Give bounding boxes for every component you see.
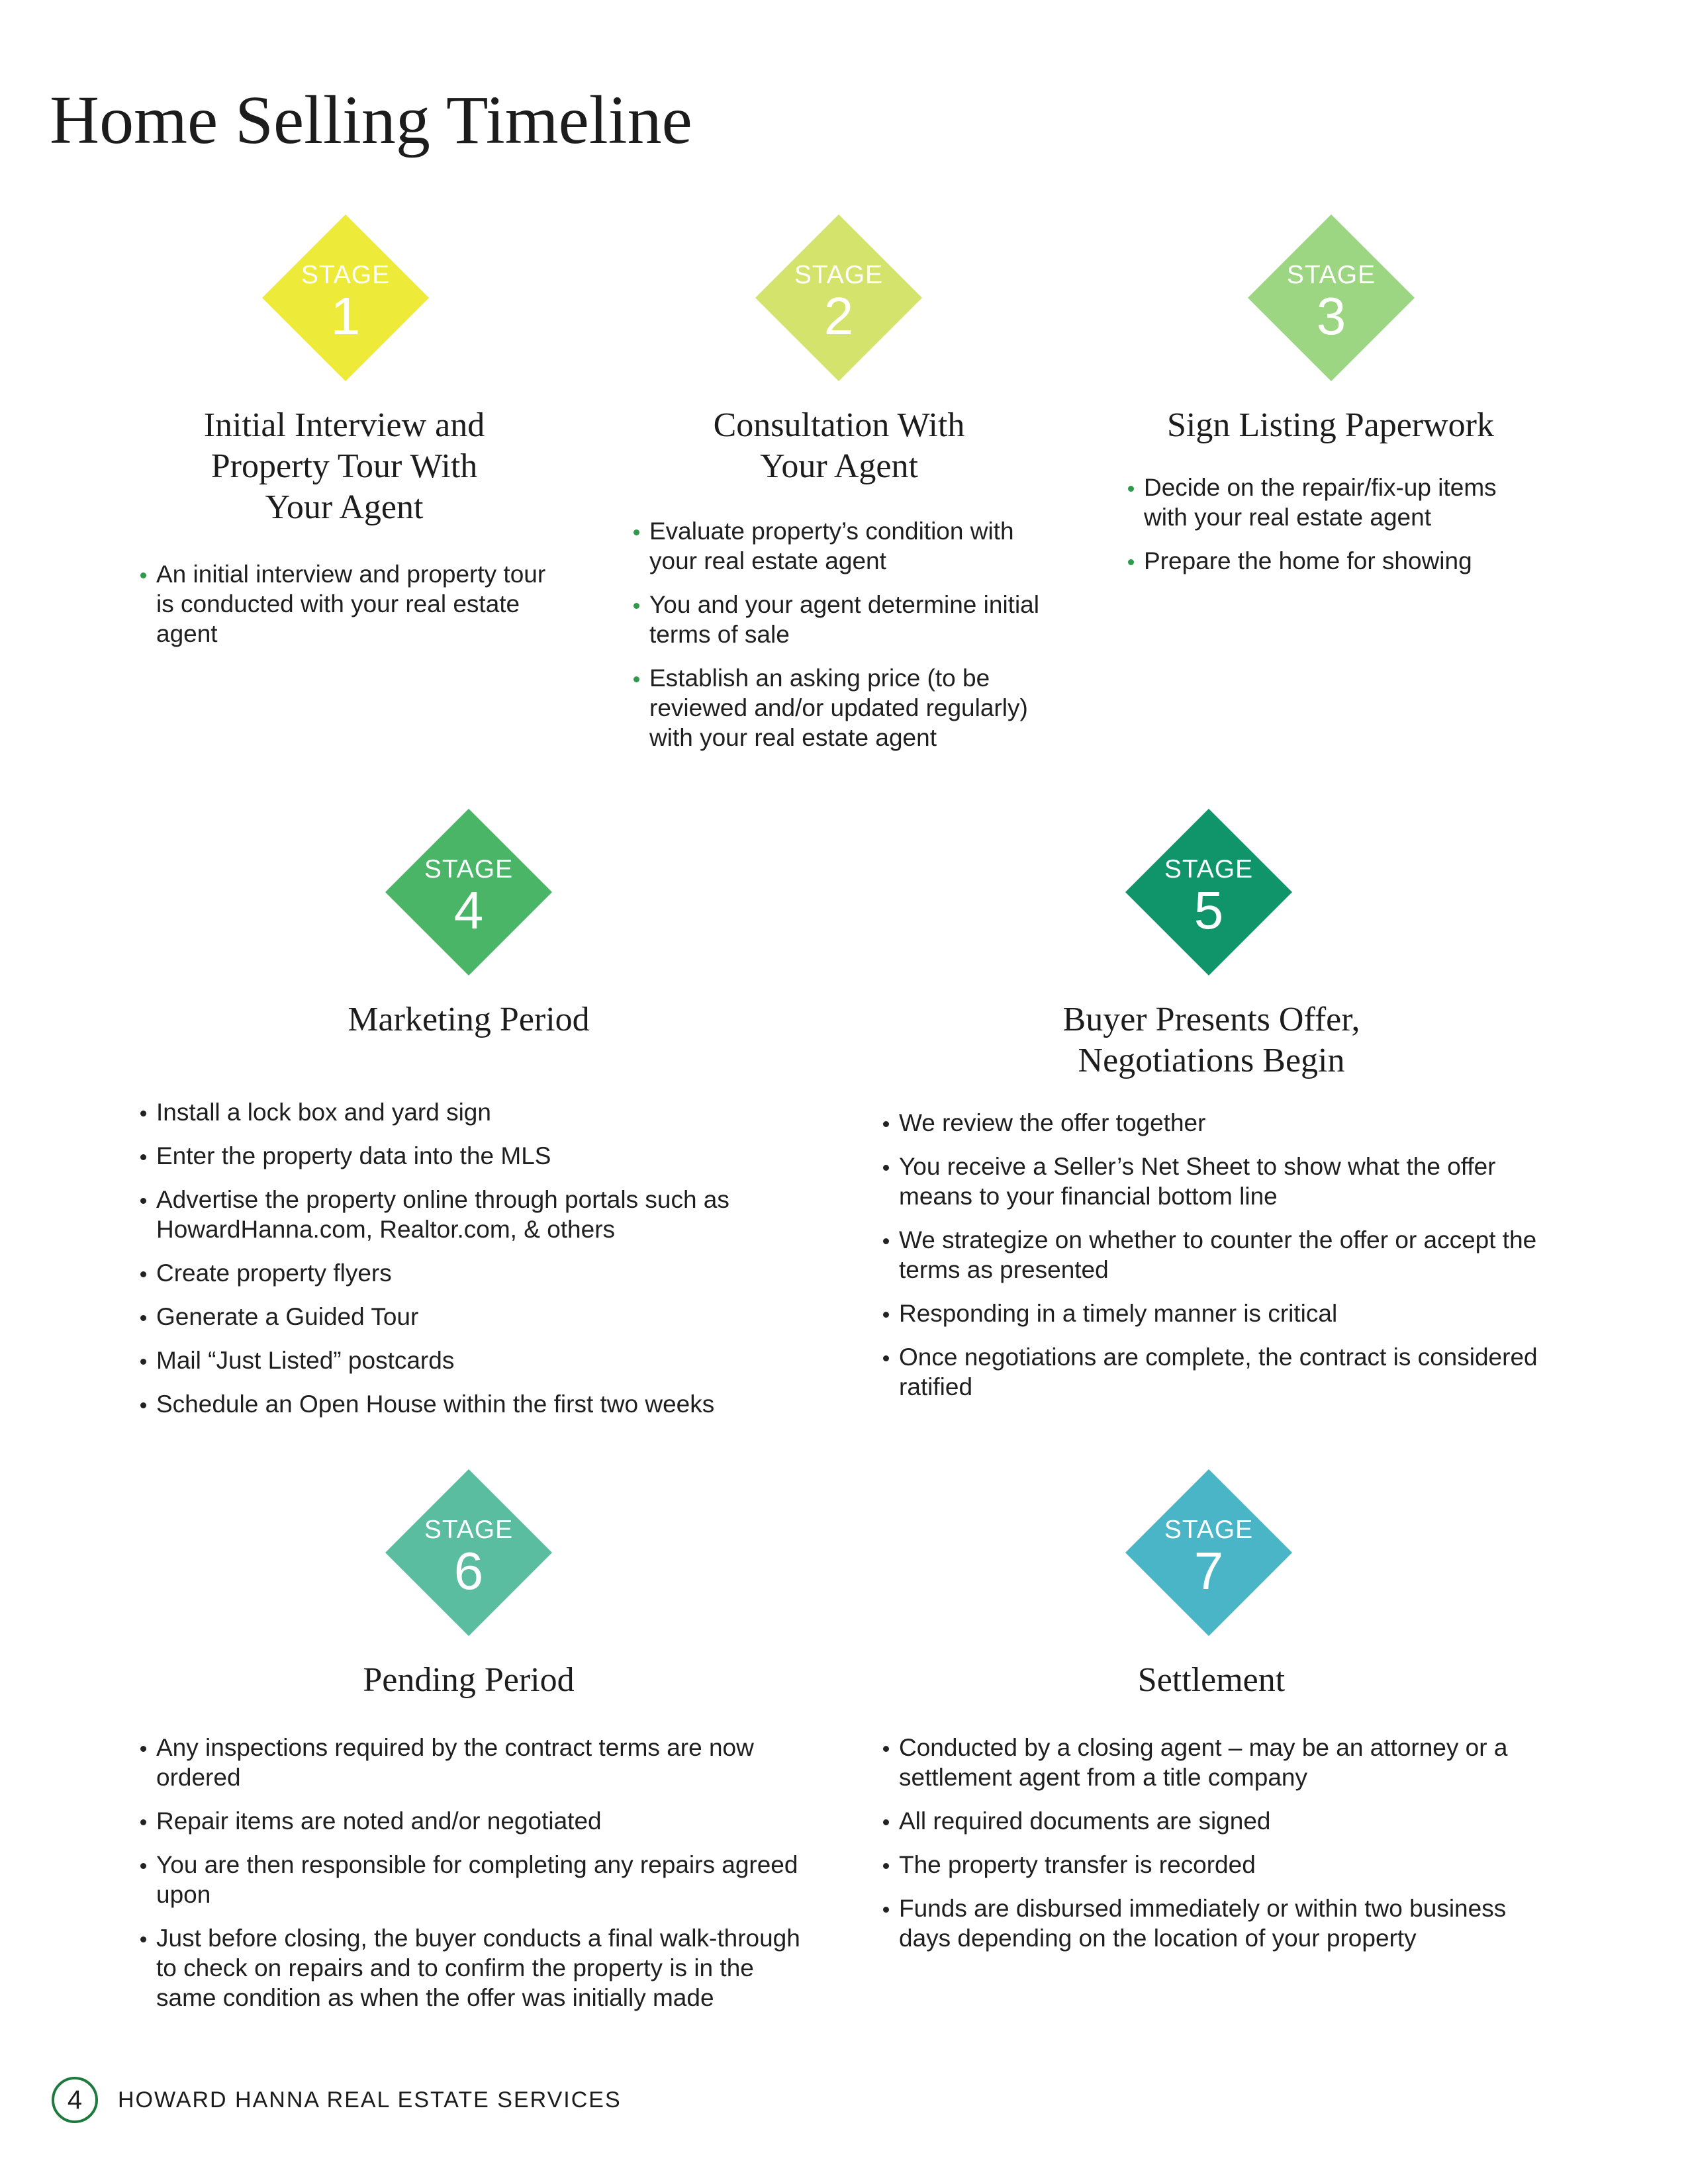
stage-number: 5 bbox=[1194, 881, 1224, 940]
page-title: Home Selling Timeline bbox=[50, 82, 692, 158]
list-item: Enter the property data into the MLS bbox=[139, 1141, 735, 1171]
stage-title: Sign Listing Paperwork bbox=[1167, 406, 1494, 444]
stage-title: Buyer Presents Offer, Negotiations Begin bbox=[1062, 1001, 1360, 1079]
list-item: An initial interview and property tour is conducted with your real estate agent bbox=[139, 559, 563, 649]
stage-badge bbox=[385, 1469, 552, 1636]
stage-title: Settlement bbox=[1137, 1661, 1286, 1699]
stage-bullets bbox=[139, 559, 563, 662]
stage-label: STAGE bbox=[1286, 261, 1376, 289]
list-item: Repair items are noted and/or negotiated bbox=[139, 1806, 801, 1836]
list-item: Create property flyers bbox=[139, 1258, 735, 1288]
stage-title: Pending Period bbox=[363, 1661, 575, 1699]
stage-bullets bbox=[882, 1108, 1557, 1416]
list-item: Funds are disbursed immediately or within two business days depending on the location of your property bbox=[882, 1893, 1544, 1953]
stage-label: STAGE bbox=[794, 261, 884, 289]
list-item: Generate a Guided Tour bbox=[139, 1302, 735, 1332]
list-item: We strategize on whether to counter the offer or accept the terms as presented bbox=[882, 1225, 1557, 1285]
list-item: Once negotiations are complete, the contract is considered ratified bbox=[882, 1342, 1557, 1402]
stage-badge bbox=[262, 214, 429, 381]
list-item: Schedule an Open House within the first two weeks bbox=[139, 1389, 735, 1419]
page-number: 4 bbox=[52, 2077, 98, 2123]
stage-badge bbox=[1125, 1469, 1292, 1636]
list-item: Any inspections required by the contract terms are now ordered bbox=[139, 1733, 801, 1792]
stage-badge bbox=[1248, 214, 1415, 381]
list-item: The property transfer is recorded bbox=[882, 1850, 1544, 1880]
list-item: We review the offer together bbox=[882, 1108, 1557, 1138]
stage-number: 2 bbox=[823, 287, 854, 345]
list-item: Mail “Just Listed” postcards bbox=[139, 1345, 735, 1375]
stage-number: 4 bbox=[453, 881, 484, 940]
stage-badge bbox=[1125, 809, 1292, 976]
stage-number: 3 bbox=[1316, 287, 1346, 345]
stage-title: Marketing Period bbox=[348, 1001, 590, 1038]
stage-bullets bbox=[632, 516, 1062, 766]
list-item: All required documents are signed bbox=[882, 1806, 1544, 1836]
stage-label: STAGE bbox=[301, 261, 391, 289]
stage-label: STAGE bbox=[1164, 1516, 1254, 1544]
list-item: Establish an asking price (to be reviewed and/or updated regularly) with your real estate agent bbox=[632, 663, 1062, 752]
stage-bullets bbox=[882, 1733, 1544, 1967]
list-item: Install a lock box and yard sign bbox=[139, 1097, 735, 1127]
stage-bullets bbox=[1127, 473, 1544, 590]
list-item: Advertise the property online through portals such as HowardHanna.com, Realtor.com, & others bbox=[139, 1185, 735, 1244]
footer-company: HOWARD HANNA REAL ESTATE SERVICES bbox=[118, 2087, 622, 2113]
stage-title: Initial Interview and Property Tour With Your Agent bbox=[203, 406, 485, 526]
list-item: Responding in a timely manner is critical bbox=[882, 1298, 1557, 1328]
stage-title: Consultation With Your Agent bbox=[713, 406, 965, 485]
list-item: Just before closing, the buyer conducts a final walk-through to check on repairs and to confirm the property is in the same condition as when the offer was initially made bbox=[139, 1923, 801, 2013]
stage-number: 7 bbox=[1194, 1541, 1224, 1600]
stage-bullets bbox=[139, 1733, 801, 2026]
list-item: Decide on the repair/fix-up items with your real estate agent bbox=[1127, 473, 1544, 532]
list-item: Conducted by a closing agent – may be an attorney or a settlement agent from a title company bbox=[882, 1733, 1544, 1792]
stage-bullets bbox=[139, 1097, 735, 1433]
stage-number: 1 bbox=[330, 287, 361, 345]
list-item: You are then responsible for completing any repairs agreed upon bbox=[139, 1850, 801, 1909]
list-item: Prepare the home for showing bbox=[1127, 546, 1544, 576]
stage-number: 6 bbox=[453, 1541, 484, 1600]
stage-label: STAGE bbox=[424, 1516, 514, 1544]
list-item: You and your agent determine initial terms of sale bbox=[632, 590, 1062, 649]
stage-badge bbox=[755, 214, 922, 381]
list-item: Evaluate property’s condition with your real estate agent bbox=[632, 516, 1062, 576]
stage-label: STAGE bbox=[424, 855, 514, 884]
stage-badge bbox=[385, 809, 552, 976]
stage-label: STAGE bbox=[1164, 855, 1254, 884]
list-item: You receive a Seller’s Net Sheet to show what the offer means to your financial bottom line bbox=[882, 1152, 1557, 1211]
